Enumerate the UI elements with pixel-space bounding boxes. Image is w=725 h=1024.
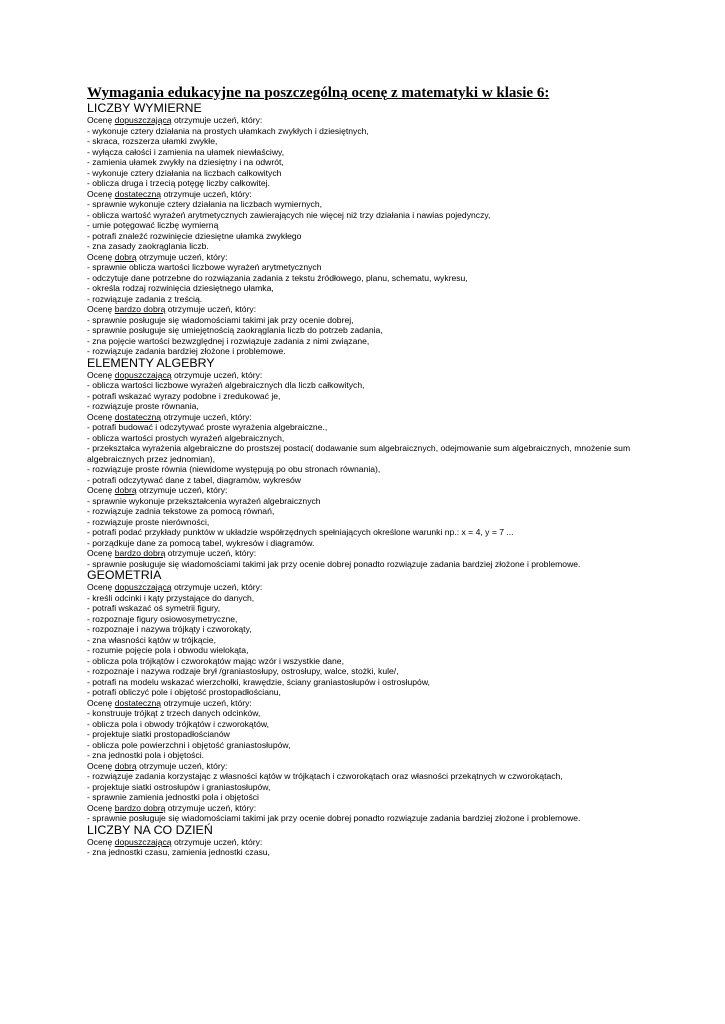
requirement-item: - potrafi znaleźć rozwinięcie dziesiętne ułamka zwykłego (87, 230, 302, 241)
requirement-item: - wyłącza całości i zamienia na ułamek niewłaściwy, (87, 146, 285, 157)
document-title: Wymagania edukacyjne na poszczególną ocenę z matematyki w klasie 6: (87, 85, 550, 101)
requirement-item: - sprawnie posługuje się wiadomościami takimi jak przy ocenie dobrej ponadto rozwiązuje zadania bardziej złożone i problemowe. (87, 558, 581, 569)
requirement-item: - rozwiązuje zadnia tekstowe za pomocą równań, (87, 506, 275, 516)
grade-name: dopuszczającą (114, 115, 172, 125)
sections-container (87, 102, 647, 858)
section (87, 824, 647, 858)
requirement-item: - rozpoznaje i nazywa trójkąty i czworokąty, (87, 624, 252, 634)
requirement-item: - projektuje siatki ostrosłupów i graniastosłupów, (87, 781, 271, 792)
requirement-item: - zna jednostki pola i objętości. (87, 750, 205, 760)
grade-line (87, 304, 647, 315)
requirement-item: - rozwiązuje zadania z treścią. (87, 293, 203, 304)
requirement-item: - rozpoznaje i nazywa rodzaje brył /graniastosłupy, ostrosłupy, walce, stożki, kule/, (87, 666, 399, 676)
requirement-item: - oblicza wartości prostych wyrażeń algebraicznych, (87, 432, 285, 443)
grade-line (87, 189, 647, 200)
section-heading: LICZBY WYMIERNE (87, 101, 202, 115)
requirement-item: - zamienia ułamek zwykły na dziesiętny i na odwrót, (87, 157, 284, 167)
grade-prefix: Ocenę (87, 304, 115, 314)
grade-line (87, 370, 647, 381)
grade-line (87, 582, 647, 593)
requirement-item: - rozwiązuje zadania korzystając z własności kątów w trójkątach i czworokątach oraz własności przekątnych w czworokątach, (87, 771, 563, 781)
grade-line (87, 803, 647, 814)
grade-prefix: Ocenę (87, 836, 115, 847)
grade-name: bardzo dobrą (114, 304, 166, 314)
requirement-item: - oblicza wartość wyrażeń arytmetycznych zawierających nie więcej niż trzy działania i nawias pojedynczy, (87, 209, 491, 220)
grade-suffix: otrzymuje uczeń, który: (136, 760, 228, 771)
requirement-item: - zna pojęcie wartości bezwzględnej i rozwiązuje zadania z nimi związane, (87, 335, 370, 346)
grade-line (87, 252, 647, 263)
requirement-item: - oblicza pola trójkątów i czworokątów mając wzór i wszystkie dane, (87, 655, 344, 666)
grade-suffix: otrzymuje uczeń, który: (171, 115, 263, 125)
requirement-item: - sprawnie oblicza wartości liczbowe wyrażeń arytmetycznych (87, 262, 322, 272)
requirement-item: - sprawnie posługuje się wiadomościami takimi jak przy ocenie dobrej, (87, 314, 354, 325)
requirement-item: - oblicza pola i obwody trójkątów i czworokątów, (87, 718, 269, 729)
requirement-item: - potrafi na modelu wskazać wierzchołki, krawędzie, ściany graniastosłupów i ostrosłupów, (87, 676, 430, 687)
section-heading: ELEMENTY ALGEBRY (87, 355, 215, 370)
requirement-item: - odczytuje dane potrzebne do rozwiązania zadania z tekstu źródłowego, planu, schematu, wykresu, (87, 272, 468, 283)
requirement-item: - rozwiązuje proste równia (niewidome występują po obu stronach równania), (87, 464, 381, 474)
grade-name: dobrą (114, 251, 137, 262)
grade-name: dobrą (114, 485, 137, 495)
requirement-item: - rozwiązuje proste nierówności, (87, 516, 210, 527)
grade-prefix: Ocenę (87, 411, 115, 422)
grade-line (87, 412, 647, 423)
grade-prefix: Ocenę (87, 548, 115, 558)
requirement-item: - konstruuje trójkąt z trzech danych odcinków, (87, 708, 261, 718)
grade-suffix: otrzymuje uczeń, który: (161, 697, 252, 708)
grade-prefix: Ocenę (87, 188, 115, 199)
requirement-item: - określa rodzaj rozwinięcia dziesiętnego ułamka, (87, 283, 274, 293)
requirement-item: - projektuje siatki prostopadłościanów (87, 729, 230, 739)
requirement-item: - oblicza druga i trzecią potęgę liczby całkowitej. (87, 178, 270, 188)
grade-suffix: otrzymuje uczeń, który: (171, 369, 263, 380)
grade-name: bardzo dobrą (114, 548, 166, 558)
grade-name: dostateczną (114, 697, 162, 708)
grade-line (87, 698, 647, 709)
requirement-item: - umie potęgować liczbę wymierną (87, 220, 219, 230)
requirement-item: - sprawnie posługuje się umiejętnością zaokrąglania liczb do potrzeb zadania, (87, 325, 383, 335)
grade-prefix: Ocenę (87, 760, 115, 771)
grade-name: dopuszczającą (114, 836, 172, 847)
grade-line (87, 761, 647, 772)
grade-suffix: otrzymuje uczeń, który: (136, 251, 228, 262)
grade-line (87, 485, 647, 496)
section (87, 569, 647, 824)
grade-suffix: otrzymuje uczeń, który: (165, 802, 257, 813)
requirement-item: - potrafi wskazać oś symetrii figury, (87, 603, 221, 613)
requirement-item: - oblicza pole powierzchni i objętość graniastosłupów, (87, 739, 291, 750)
requirement-item: - skraca, rozszerza ułamki zwykłe, (87, 136, 218, 146)
grade-prefix: Ocenę (87, 582, 115, 592)
grade-name: dobrą (114, 760, 137, 771)
requirement-item: - sprawnie zamienia jednostki pola i objętości (87, 792, 259, 802)
requirement-item: - rozwiązuje zadania bardziej złożone i problemowe. (87, 346, 286, 356)
grade-prefix: Ocenę (87, 485, 115, 495)
grade-suffix: otrzymuje uczeń, który: (161, 188, 252, 199)
grade-prefix: Ocenę (87, 115, 115, 125)
requirement-item: - przekształca wyrażenia algebraiczne do prostszej postaci( dodawanie sum algebraicznych, odejmowanie sum algebraicznych, mnożenie sum algebraicznych przez jednomian), (87, 443, 631, 464)
grade-name: dopuszczającą (114, 369, 172, 380)
requirement-item: - wykonuje cztery działania na liczbach całkowitych (87, 167, 282, 178)
requirement-item: - potrafi budować i odczytywać proste wyrażenia algebraiczne., (87, 422, 328, 432)
grade-suffix: otrzymuje uczeń, który: (165, 548, 257, 558)
grade-prefix: Ocenę (87, 251, 115, 262)
grade-name: dopuszczającą (114, 582, 172, 592)
requirement-item: - wykonuje cztery działania na prostych ułamkach zwykłych i dziesiętnych, (87, 125, 369, 136)
grade-suffix: otrzymuje uczeń, który: (171, 836, 263, 847)
grade-prefix: Ocenę (87, 697, 115, 708)
requirement-item: - zna jednostki czasu, zamienia jednostki czasu, (87, 847, 270, 857)
grade-prefix: Ocenę (87, 369, 115, 380)
grade-name: dostateczną (114, 188, 162, 199)
requirement-item: - kreśli odcinki i kąty przystające do danych, (87, 592, 255, 603)
requirement-item: - potrafi obliczyć pole i objętość prostopadłościanu, (87, 687, 281, 697)
requirement-item: - rozumie pojęcie pola i obwodu wielokąta, (87, 645, 249, 655)
grade-line (87, 837, 647, 848)
requirement-item: - potrafi wskazać wyrazy podobne i zredukować je, (87, 390, 281, 401)
section (87, 102, 647, 357)
section-heading: LICZBY NA CO DZIEŃ (87, 822, 213, 837)
section (87, 357, 647, 570)
grade-suffix: otrzymuje uczeń, który: (171, 582, 263, 592)
grade-prefix: Ocenę (87, 802, 115, 813)
requirement-item: - zna własności kątów w trójkącie, (87, 634, 216, 645)
requirement-item: - potrafi podać przykłady punktów w układzie współrzędnych spełniających określone warunki np.: x = 4, y = 7 ... (87, 527, 514, 537)
requirement-item: - potrafi odczytywać dane z tabel, diagramów, wykresów (87, 474, 301, 485)
grade-suffix: otrzymuje uczeń, który: (136, 485, 228, 495)
grade-line (87, 548, 647, 559)
grade-suffix: otrzymuje uczeń, który: (161, 411, 252, 422)
grade-name: dostateczną (114, 411, 162, 422)
grade-suffix: otrzymuje uczeń, który: (165, 304, 257, 314)
requirement-item: - oblicza wartości liczbowe wyrażeń algebraicznych dla liczb całkowitych, (87, 380, 365, 390)
requirement-item: - sprawnie wykonuje przekształcenia wyrażeń algebraicznych (87, 495, 321, 506)
requirement-item: - sprawnie posługuje się wiadomościami takimi jak przy ocenie dobrej ponadto rozwiązuje zadania bardziej złożone i problemowe. (87, 813, 581, 823)
requirement-item: - sprawnie wykonuje cztery działania na liczbach wymiernych, (87, 199, 322, 209)
requirement-item: - porządkuje dane za pomocą tabel, wykresów i diagramów. (87, 537, 315, 548)
document-page (87, 84, 647, 858)
section-heading: GEOMETRIA (87, 568, 162, 582)
grade-line (87, 115, 647, 126)
grade-name: bardzo dobrą (114, 802, 166, 813)
requirement-item: - rozpoznaje figury osiowosymetryczne, (87, 613, 238, 624)
requirement-item: - zna zasady zaokrąglania liczb. (87, 241, 209, 251)
requirement-item: - rozwiązuje proste równania, (87, 401, 199, 411)
